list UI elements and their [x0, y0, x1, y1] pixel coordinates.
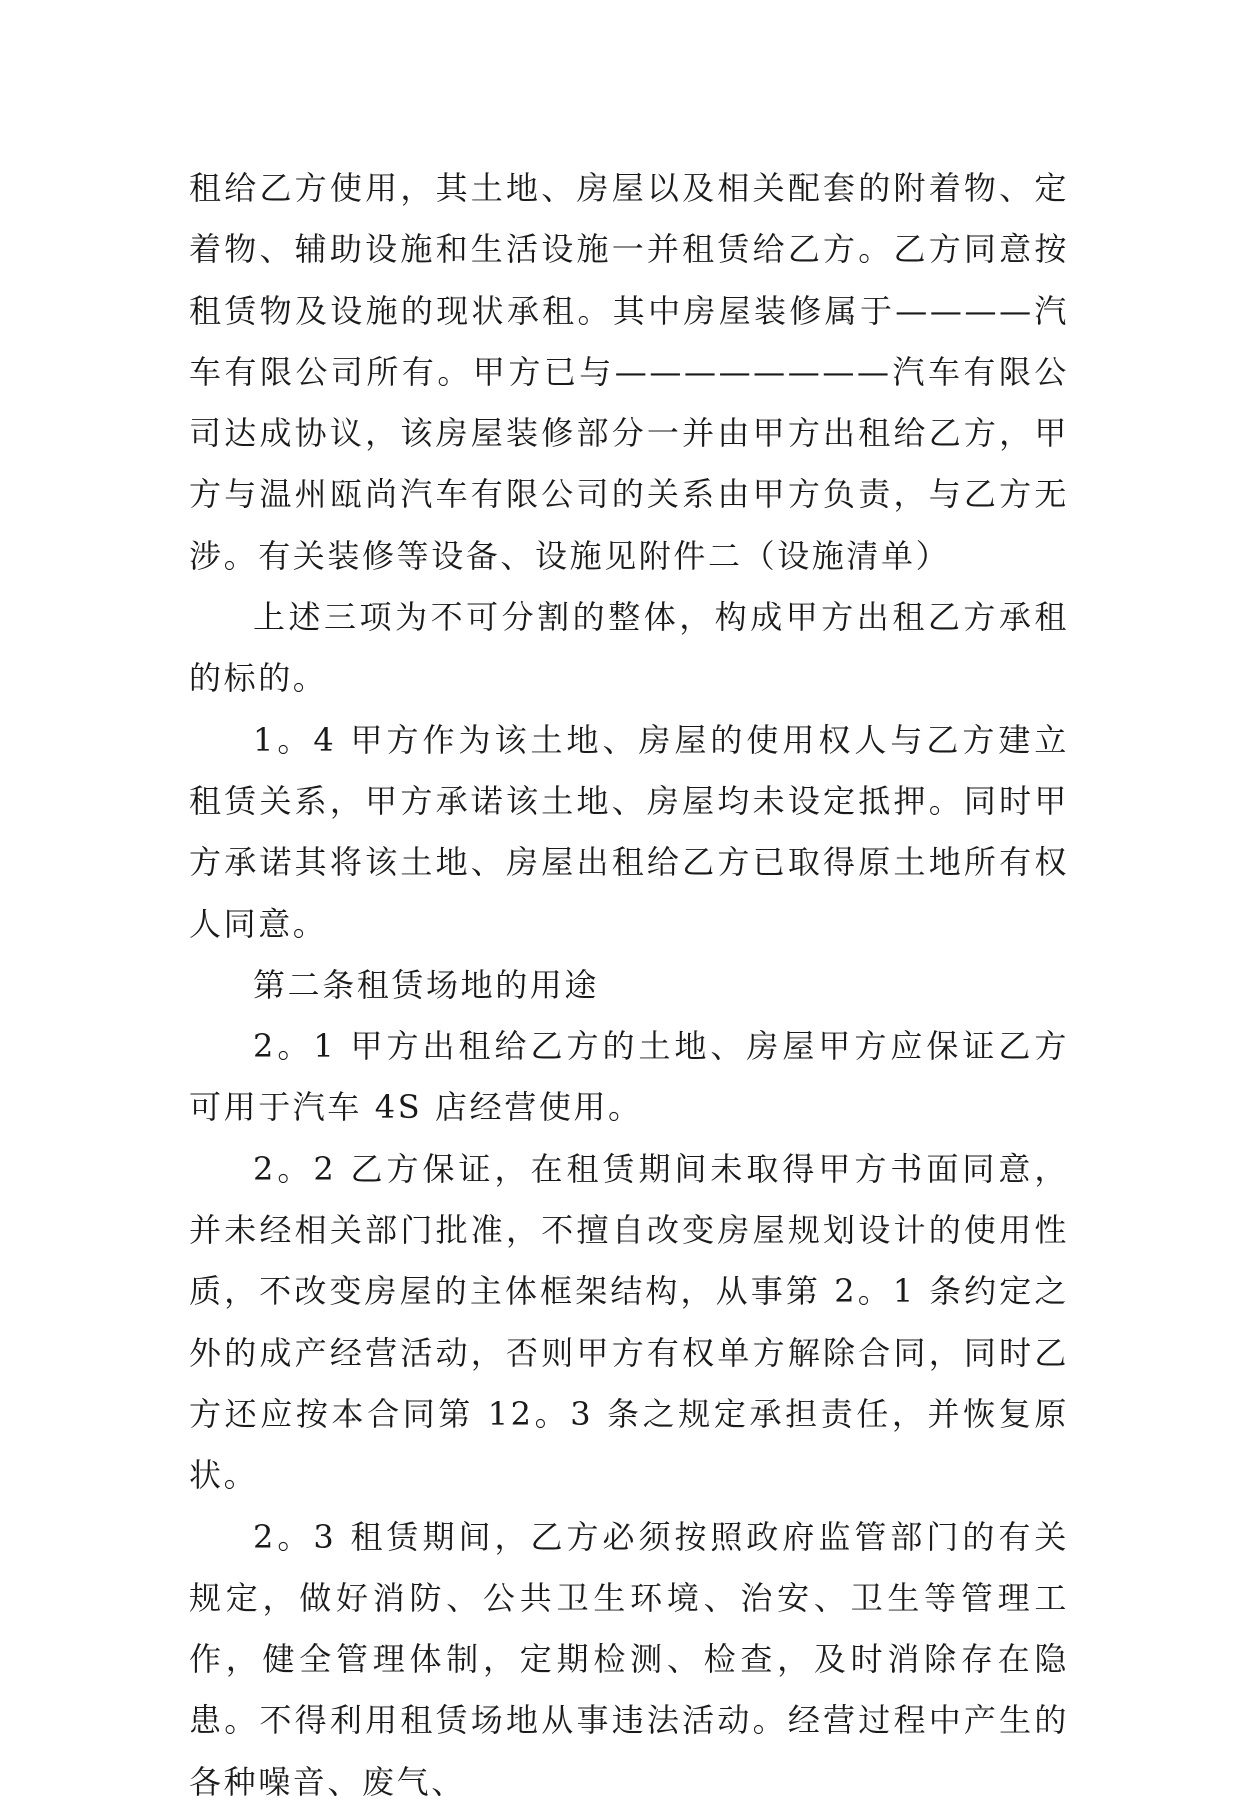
paragraph-clause-1-4: 1。4 甲方作为该土地、房屋的使用权人与乙方建立租赁关系，甲方承诺该土地、房屋均未设定抵押。同时甲方承诺其将该土地、房屋出租给乙方已取得原土地所有权人同意。: [189, 720, 1069, 943]
paragraph-lease-scope: 租给乙方使用，其土地、房屋以及相关配套的附着物、定着物、辅助设施和生活设施一并租赁给乙方。乙方同意按租赁物及设施的现状承租。其中房屋装修属于————汽车有限公司所有。甲方已与————————汽车有限公司达成协议，该房屋装修部分一并由甲方出租给乙方，甲方与温州瓯尚汽车有限公司的关系由甲方负责，与乙方无涉。有关装修等设备、设施见附件二（设施清单）: [189, 169, 1069, 575]
paragraph-clause-2-1: 2。1 甲方出租给乙方的土地、房屋甲方应保证乙方可用于汽车 4S 店经营使用。: [189, 1027, 1069, 1127]
document-body: [189, 158, 1069, 1813]
paragraph-clause-2-2: 2。2 乙方保证，在租赁期间未取得甲方书面同意，并未经相关部门批准，不擅自改变房屋规划设计的使用性质，不改变房屋的主体框架结构，从事第 2。1 条约定之外的成产经营活动，否则甲方有权单方解除合同，同时乙方还应按本合同第 12。3 条之规定承担责任，并恢复原状。: [189, 1149, 1069, 1495]
section-heading-article-2: 第二条租赁场地的用途: [253, 965, 600, 1004]
paragraph-inseparable-whole: 上述三项为不可分割的整体，构成甲方出租乙方承租的标的。: [189, 598, 1069, 698]
paragraph-clause-2-3: 2。3 租赁期间，乙方必须按照政府监管部门的有关规定，做好消防、公共卫生环境、治安、卫生等管理工作，健全管理体制，定期检测、检查，及时消除存在隐患。不得利用租赁场地从事违法活动。经营过程中产生的各种噪音、废气、: [189, 1517, 1069, 1801]
